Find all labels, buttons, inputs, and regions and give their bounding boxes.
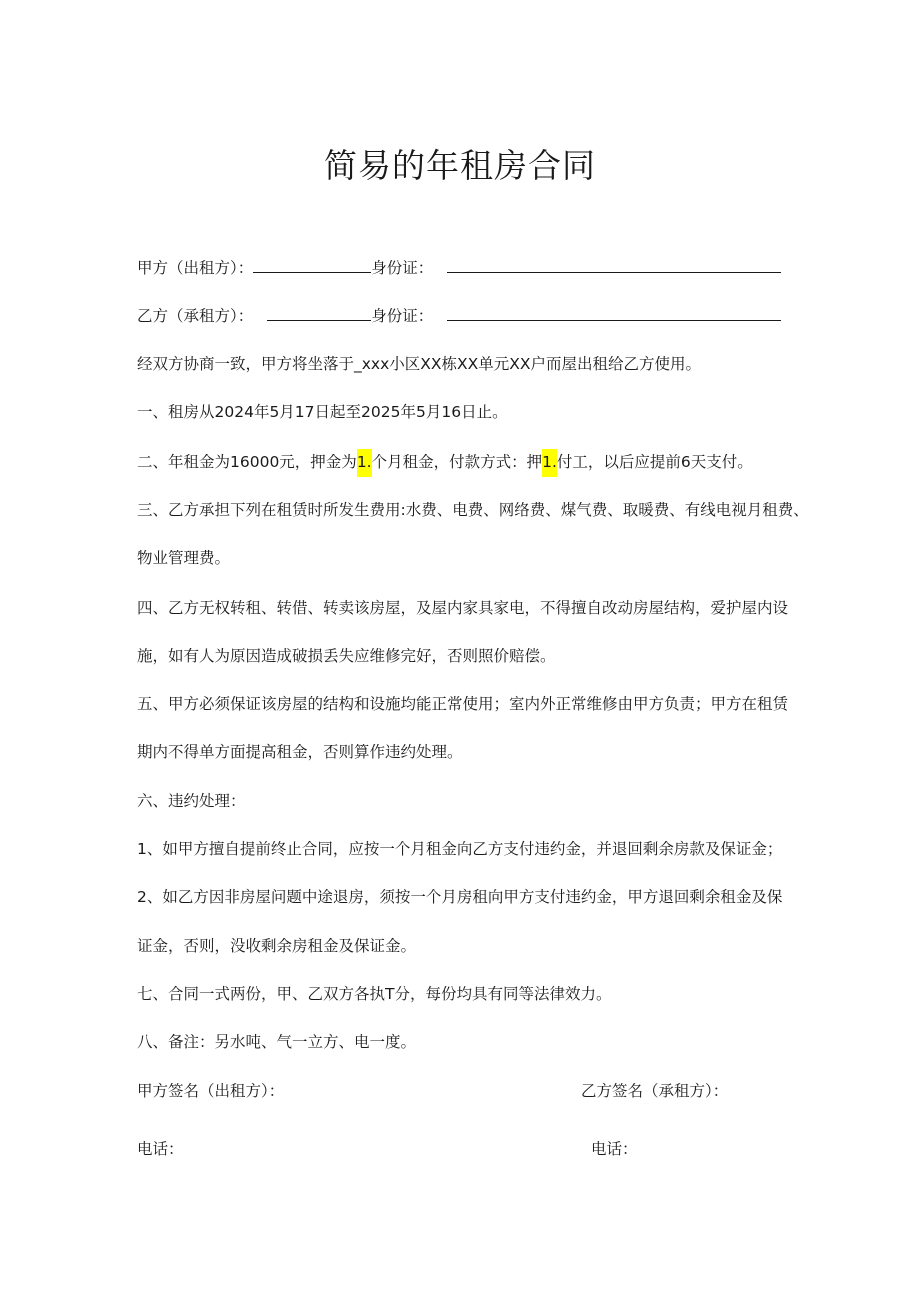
party-b-row	[137, 304, 781, 326]
clause-8: 八、备注：另水吨、气一立方、电一度。	[137, 1033, 417, 1051]
clause-3-line-1: 三、乙方承担下列在租赁时所发生费用:水费、电费、网络费、煤气费、取暖费、有线电视月租费、	[137, 501, 809, 519]
party-b-label: 乙方（承租方）：	[137, 307, 254, 325]
party-a-id-blank	[447, 258, 781, 273]
party-a-id-label: 身份证：	[371, 259, 434, 277]
party-a-signature-label: 甲方签名（出租方）：	[137, 1082, 285, 1100]
party-b-phone-label: 电话：	[591, 1140, 638, 1158]
clause-6-item-2-line-1: 2、如乙方因非房屋问题中途退房，须按一个月房租向甲方支付违约金，甲方退回剩余租金及保	[137, 888, 783, 906]
party-a-phone-label: 电话：	[137, 1140, 184, 1158]
clause-6-item-2-line-2: 证金，否则，没收剩余房租金及保证金。	[137, 937, 417, 955]
clause-6-item-1: 1、如甲方擅自提前终止合同，应按一个月租金向乙方支付违约金，并退回剩余房款及保证金；	[137, 840, 783, 858]
clause-5-line-2: 期内不得单方面提高租金，否则算作违约处理。	[137, 743, 463, 761]
clause-4-line-1: 四、乙方无权转租、转借、转卖该房屋，及屋内家具家电，不得擅自改动房屋结构，爱护屋内设	[137, 599, 789, 617]
party-b-signature-label: 乙方签名（承租方）：	[581, 1082, 729, 1100]
clause-7: 七、合同一式两份，甲、乙双方各执T分，每份均具有同等法律效力。	[137, 985, 612, 1003]
clause-2	[137, 450, 753, 472]
party-b-id-blank	[447, 306, 781, 321]
intro-paragraph: 经双方协商一致，甲方将坐落于_xxx小区XX栋XX单元XX户而屋出租给乙方使用。	[137, 355, 701, 373]
party-a-row	[137, 256, 781, 278]
document-title: 简易的年租房合同	[324, 146, 596, 185]
clause-2-text-2: 个月租金，付款方式：押	[371, 453, 543, 471]
clause-2-text-3: 付工，以后应提前6天支付。	[556, 453, 753, 471]
clause-3-line-2: 物业管理费。	[137, 549, 231, 567]
party-a-name-blank	[253, 258, 371, 273]
clause-6-heading: 六、违约处理：	[137, 792, 246, 810]
party-b-name-blank	[267, 306, 371, 321]
clause-2-text-1: 二、年租金为16000元，押金为	[137, 453, 357, 471]
party-a-label: 甲方（出租方）：	[137, 259, 254, 277]
highlight-deposit: 1.	[357, 449, 372, 477]
clause-5-line-1: 五、甲方必须保证该房屋的结构和设施均能正常使用；室内外正常维修由甲方负责；甲方在租赁	[137, 695, 789, 713]
clause-1: 一、租房从2024年5月17日起至2025年5月16日止。	[137, 403, 508, 421]
party-b-id-label: 身份证：	[371, 307, 434, 325]
clause-4-line-2: 施，如有人为原因造成破损丢失应维修完好，否则照价赔偿。	[137, 647, 556, 665]
highlight-payment: 1.	[542, 449, 557, 477]
